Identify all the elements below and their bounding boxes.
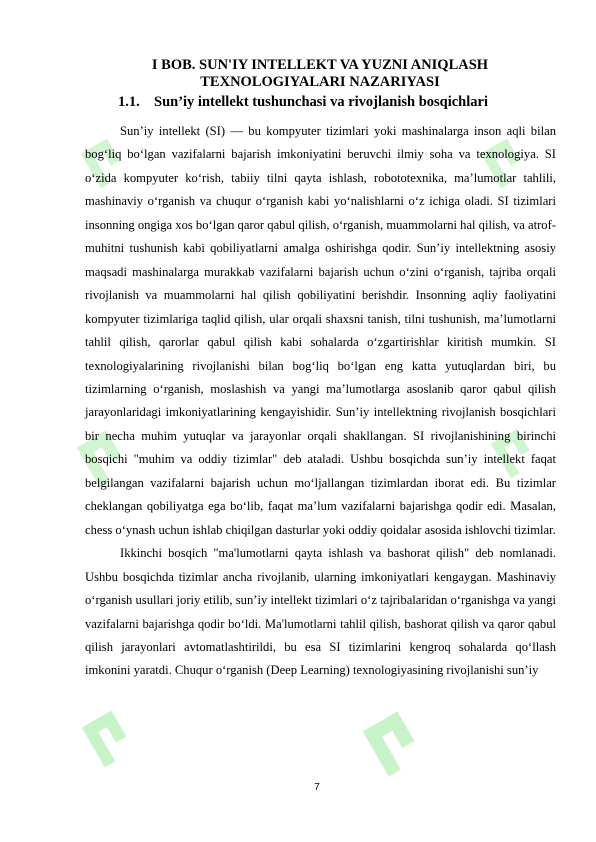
chapter-title-line2: TEXNOLOGIYALARI NAZARIYASI — [200, 74, 440, 90]
body-text — [85, 120, 556, 683]
watermark-right-bottom — [360, 700, 440, 780]
page-number: 7 — [314, 782, 320, 793]
paragraph: Ikkinchi bosqich "ma'lumotlarni qayta ishlash va bashorat qilish" deb nomlanadi. Ushbu bosqichda tizimlar ancha rivojlanib, ularning imkoniyatlari kengaygan. Mashinaviy o‘rganish usullari joriy etilib, sun’iy intellekt tizimlari o‘z tajribalaridan o‘rganishga va yangi vazifalarni bajarishga qodir bo‘ldi. Ma'lumotlarni tahlil qilish, bashorat qilish va qaror qabul qilish jarayonlari avtomatlashtirildi, bu esa SI tizimlarini kengroq sohalarda qo‘llash imkonini yaratdi. Chuqur o‘rganish (Deep Learning) texnologiyasining rivojlanishi sun’iy — [85, 546, 556, 678]
chapter-title-line1: I BOB. SUN'IY INTELLEKT VA YUZNI ANIQLASH — [151, 57, 489, 73]
section-title: Sun’iy intellekt tushunchasi va rivojlanish bosqichlari — [154, 94, 488, 110]
chapter-title — [70, 57, 570, 91]
paragraph: Sun’iy intellekt (SI) — bu kompyuter tizimlari yoki mashinalarga inson aqli bilan bog‘liq bo‘lgan vazifalarni bajarish imkoniyatini beruvchi ilmiy soha va texnologiya. SI o‘zida kompyuter ko‘rish, tabiiy tilni qayta ishlash, robototexnika, ma’lumotlar tahlili, mashinaviy o‘rganish va chuqur o‘rganish kabi yo‘nalishlarni o‘z ichiga oladi. SI tizimlari insonning ongiga xos bo‘lgan qaror qabul qilish, o‘rganish, muammolarni hal qilish, va atrof-muhitni tushunish kabi qobiliyatlarni amalga oshirishga qodir. Sun’iy intellektning asosiy maqsadi mashinalarga murakkab vazifalarni bajarish uchun o‘zini o‘rganish, tajriba orqali rivojlanish va muammolarni hal qilish qobiliyatini berishdir. Insonning aqliy faoliyatini kompyuter tizimlariga taqlid qilish, ular orqali shaxsni tanish, tilni tushunish, ma’lumotlarni tahlil qilish, qarorlar qabul qilish kabi sohalarda o‘zgartirishlar kiritish mumkin. SI texnologiyalarining rivojlanishi bilan bog‘liq bo‘lgan eng katta yutuqlardan biri, bu tizimlarning o‘rganish, moslashish va yangi ma’lumotlarga asoslanib qaror qabul qilish jarayonlaridagi imkoniyatlarining kengayishidir. Sun’iy intellektning rivojlanish bosqichlari bir necha muhim yutuqlar va jarayonlar orqali shakllangan. SI rivojlanishining birinchi bosqichi "muhim va oddiy tizimlar" deb ataladi. Ushbu bosqichda sun’iy intellekt faqat belgilangan vazifalarni bajarish uchun mo‘ljallangan tizimlardan iborat edi. Bu tizimlar cheklangan qobiliyatga ega bo‘lib, faqat ma’lum vazifalarni bajarishga qodir edi. Masalan, chess o‘ynash uchun ishlab chiqilgan dasturlar yoki oddiy qoidalar asosida ishlovchi tizimlar. — [85, 124, 556, 537]
section-number: 1.1. — [118, 94, 140, 110]
section-heading — [118, 94, 488, 111]
watermark-left-bottom — [80, 700, 150, 770]
